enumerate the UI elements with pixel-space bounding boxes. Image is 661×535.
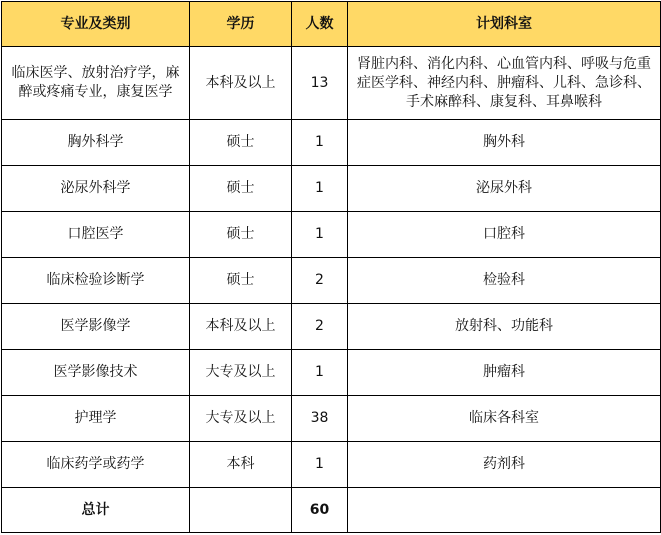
cell-degree: 本科: [190, 442, 292, 488]
recruitment-table: [1, 1, 661, 533]
cell-major: 临床药学或药学: [2, 442, 190, 488]
cell-count: 1: [292, 166, 348, 212]
cell-count: 2: [292, 304, 348, 350]
cell-department: 药剂科: [348, 442, 661, 488]
header-degree: 学历: [190, 2, 292, 47]
cell-major: 医学影像技术: [2, 350, 190, 396]
cell-degree: 硕士: [190, 212, 292, 258]
table-row: [2, 350, 661, 396]
cell-count: 1: [292, 350, 348, 396]
table-row: [2, 212, 661, 258]
cell-count: 1: [292, 442, 348, 488]
cell-major: 泌尿外科学: [2, 166, 190, 212]
table-row: [2, 442, 661, 488]
cell-degree: 本科及以上: [190, 47, 292, 120]
cell-major: 医学影像学: [2, 304, 190, 350]
total-department: [348, 488, 661, 533]
cell-department: 检验科: [348, 258, 661, 304]
table-row: [2, 304, 661, 350]
cell-degree: 硕士: [190, 258, 292, 304]
cell-count: 38: [292, 396, 348, 442]
cell-department: 放射科、功能科: [348, 304, 661, 350]
cell-count: 13: [292, 47, 348, 120]
cell-degree: 硕士: [190, 120, 292, 166]
cell-department: 口腔科: [348, 212, 661, 258]
header-major: 专业及类别: [2, 2, 190, 47]
cell-count: 1: [292, 212, 348, 258]
cell-count: 2: [292, 258, 348, 304]
cell-department: 泌尿外科: [348, 166, 661, 212]
total-degree: [190, 488, 292, 533]
total-row: [2, 488, 661, 533]
total-count: 60: [292, 488, 348, 533]
cell-department: 肾脏内科、消化内科、心血管内科、呼吸与危重症医学科、神经内科、肿瘤科、儿科、急诊科、手术麻醉科、康复科、耳鼻喉科: [348, 47, 661, 120]
cell-degree: 本科及以上: [190, 304, 292, 350]
cell-major: 护理学: [2, 396, 190, 442]
cell-count: 1: [292, 120, 348, 166]
cell-major: 临床检验诊断学: [2, 258, 190, 304]
total-label: 总计: [2, 488, 190, 533]
table-row: [2, 396, 661, 442]
table-row: [2, 120, 661, 166]
cell-degree: 硕士: [190, 166, 292, 212]
cell-department: 临床各科室: [348, 396, 661, 442]
cell-major: 口腔医学: [2, 212, 190, 258]
cell-major: 胸外科学: [2, 120, 190, 166]
header-row: [2, 2, 661, 47]
cell-department: 胸外科: [348, 120, 661, 166]
table-row: [2, 47, 661, 120]
cell-department: 肿瘤科: [348, 350, 661, 396]
table-row: [2, 258, 661, 304]
cell-degree: 大专及以上: [190, 350, 292, 396]
header-count: 人数: [292, 2, 348, 47]
cell-degree: 大专及以上: [190, 396, 292, 442]
header-department: 计划科室: [348, 2, 661, 47]
table-row: [2, 166, 661, 212]
cell-major: 临床医学、放射治疗学，麻醉或疼痛专业，康复医学: [2, 47, 190, 120]
